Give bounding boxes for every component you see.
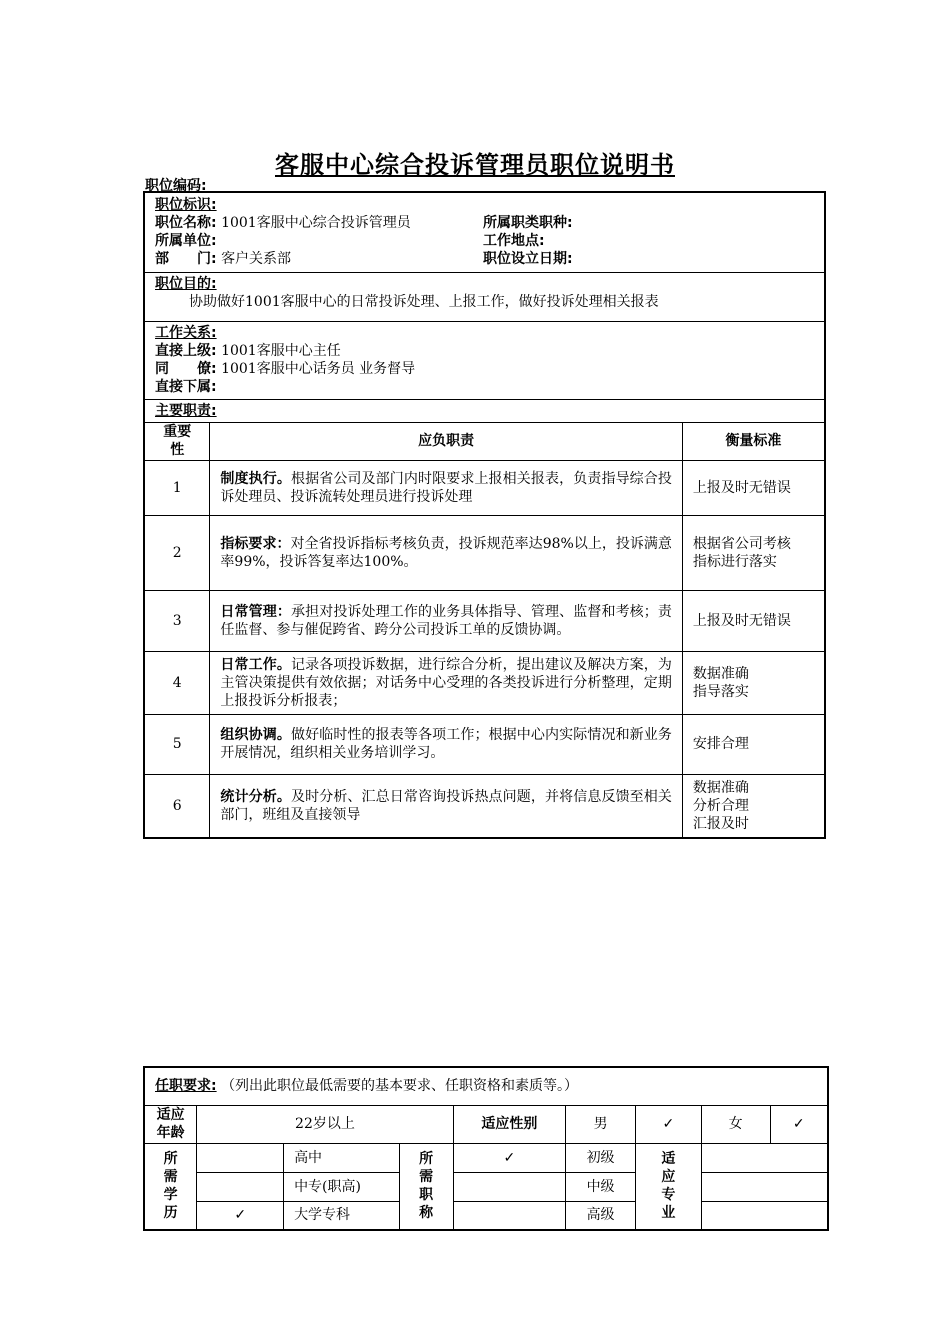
gender-female-check: ✓ bbox=[770, 1105, 828, 1143]
purpose-text: 协助做好1001客服中心的日常投诉处理、上报工作，做好投诉处理相关报表 bbox=[189, 293, 659, 310]
position-id-row bbox=[144, 192, 825, 272]
job-category-label: 所属职类职种: bbox=[483, 215, 573, 232]
gender-male-label: 男 bbox=[566, 1105, 636, 1143]
major-value bbox=[701, 1201, 828, 1230]
duty-description: 日常管理：承担对投诉处理工作的业务具体指导、管理、监督和考核；责任监督、参与催促跨省、跨分公司投诉工单的反馈协调。 bbox=[210, 590, 682, 651]
education-level: 中专(职高) bbox=[284, 1172, 400, 1201]
requirements-table bbox=[143, 1066, 829, 1231]
table-row bbox=[144, 460, 825, 515]
position-code-label: 职位编码: bbox=[145, 178, 207, 194]
education-check: ✓ bbox=[197, 1201, 284, 1230]
id-section-header: 职位标识: bbox=[155, 197, 217, 214]
duty-number: 6 bbox=[144, 774, 210, 838]
column-header-standard: 衡量标准 bbox=[682, 422, 825, 460]
education-row bbox=[144, 1143, 828, 1172]
duty-text: 做好临时性的报表等各项工作；根据中心内实际情况和新业务开展情况，组织相关业务培训学习。 bbox=[220, 727, 672, 761]
job-description-table bbox=[143, 191, 826, 839]
table-row bbox=[144, 590, 825, 651]
peer-value: 1001客服中心话务员 业务督导 bbox=[221, 361, 416, 377]
duty-description: 组织协调。做好临时性的报表等各项工作；根据中心内实际情况和新业务开展情况，组织相关业务培训学习。 bbox=[210, 714, 682, 774]
purpose-header: 职位目的: bbox=[155, 275, 217, 292]
subordinate-label: 直接下属: bbox=[155, 379, 217, 395]
duty-number: 5 bbox=[144, 714, 210, 774]
column-header-importance: 重要性 bbox=[144, 422, 210, 460]
requirements-header-row bbox=[144, 1067, 828, 1105]
gender-male-check: ✓ bbox=[635, 1105, 701, 1143]
superior-value: 1001客服中心主任 bbox=[221, 343, 341, 359]
title-check: ✓ bbox=[453, 1143, 566, 1172]
department-label: 部 门: bbox=[155, 251, 217, 268]
duty-description: 制度执行。根据省公司及部门内时限要求上报相关报表，负责指导综合投诉处理员、投诉流转处理员进行投诉处理 bbox=[210, 460, 682, 515]
peer-label: 同 僚: bbox=[155, 361, 217, 377]
education-level: 大学专科 bbox=[284, 1201, 400, 1230]
duty-text: 及时分析、汇总日常咨询投诉热点问题，并将信息反馈至相关部门，班组及直接领导 bbox=[220, 788, 672, 823]
work-location-label: 工作地点: bbox=[483, 233, 545, 250]
title-level: 高级 bbox=[566, 1201, 636, 1230]
duty-number: 4 bbox=[144, 651, 210, 714]
duty-standard: 数据准确 分析合理 汇报及时 bbox=[682, 774, 825, 838]
duty-standard: 上报及时无错误 bbox=[682, 460, 825, 515]
major-value bbox=[701, 1172, 828, 1201]
duty-title: 统计分析 bbox=[220, 788, 277, 805]
purpose-row bbox=[144, 272, 825, 321]
age-value: 22岁以上 bbox=[197, 1105, 453, 1143]
title-level: 中级 bbox=[566, 1172, 636, 1201]
requirements-header: 任职要求: bbox=[155, 1078, 217, 1095]
duty-number: 1 bbox=[144, 460, 210, 515]
duty-title: 日常工作 bbox=[220, 656, 277, 673]
education-row bbox=[144, 1172, 828, 1201]
gender-label: 适应性别 bbox=[453, 1105, 566, 1143]
title-check bbox=[453, 1201, 566, 1230]
table-row bbox=[144, 714, 825, 774]
title-label: 所 需 职 称 bbox=[399, 1143, 453, 1230]
duties-column-header-row bbox=[144, 422, 825, 460]
superior-label: 直接上级: bbox=[155, 343, 217, 359]
duty-title: 指标要求 bbox=[220, 535, 277, 552]
duties-header: 主要职责: bbox=[155, 402, 217, 419]
duty-description: 统计分析。及时分析、汇总日常咨询投诉热点问题，并将信息反馈至相关部门，班组及直接领导 bbox=[210, 774, 682, 838]
duty-standard: 安排合理 bbox=[682, 714, 825, 774]
major-label: 适 应 专 业 bbox=[635, 1143, 701, 1230]
duty-title: 制度执行 bbox=[220, 470, 277, 487]
table-row bbox=[144, 774, 825, 838]
title-level: 初级 bbox=[566, 1143, 636, 1172]
education-row bbox=[144, 1201, 828, 1230]
relations-row bbox=[144, 321, 825, 399]
duty-standard: 数据准确 指导落实 bbox=[682, 651, 825, 714]
duty-standard: 上报及时无错误 bbox=[682, 590, 825, 651]
age-gender-row bbox=[144, 1105, 828, 1143]
education-label: 所 需 学 历 bbox=[144, 1143, 197, 1230]
duty-text: 承担对投诉处理工作的业务具体指导、管理、监督和考核；责任监督、参与催促跨省、跨分公司投诉工单的反馈协调。 bbox=[220, 603, 672, 638]
duty-standard: 根据省公司考核 指标进行落实 bbox=[682, 515, 825, 590]
duty-text: 根据省公司及部门内时限要求上报相关报表，负责指导综合投诉处理员、投诉流转处理员进行投诉处理 bbox=[220, 470, 672, 505]
page-title: 客服中心综合投诉管理员职位说明书 bbox=[275, 151, 675, 179]
unit-label: 所属单位: bbox=[155, 233, 217, 250]
duty-text: 记录各项投诉数据，进行综合分析，提出建议及解决方案，为主管决策提供有效依据；对话务中心受理的各类投诉进行分析整理，定期上报投诉分析报表； bbox=[220, 656, 672, 709]
relations-header: 工作关系: bbox=[155, 325, 217, 341]
age-label: 适应 年龄 bbox=[144, 1105, 197, 1143]
duty-number: 3 bbox=[144, 590, 210, 651]
education-level: 高中 bbox=[284, 1143, 400, 1172]
duty-title: 组织协调 bbox=[220, 727, 277, 743]
duties-header-row bbox=[144, 399, 825, 422]
table-row bbox=[144, 651, 825, 714]
duty-text: 对全省投诉指标考核负责，投诉规范率达98%以上，投诉满意率99%，投诉答复率达100%。 bbox=[220, 535, 672, 570]
title-check bbox=[453, 1172, 566, 1201]
table-row bbox=[144, 515, 825, 590]
department-value: 客户关系部 bbox=[221, 251, 292, 268]
setup-date-label: 职位设立日期: bbox=[483, 251, 573, 268]
duty-title: 日常管理 bbox=[220, 603, 277, 620]
education-check bbox=[197, 1172, 284, 1201]
duty-description: 日常工作。记录各项投诉数据，进行综合分析，提出建议及解决方案，为主管决策提供有效依据；对话务中心受理的各类投诉进行分析整理，定期上报投诉分析报表； bbox=[210, 651, 682, 714]
position-name-value: 1001客服中心综合投诉管理员 bbox=[221, 215, 411, 232]
major-value bbox=[701, 1143, 828, 1172]
gender-female-label: 女 bbox=[701, 1105, 770, 1143]
column-header-duty: 应负职责 bbox=[210, 422, 682, 460]
duty-description: 指标要求：对全省投诉指标考核负责，投诉规范率达98%以上，投诉满意率99%，投诉答复率达100%。 bbox=[210, 515, 682, 590]
duty-number: 2 bbox=[144, 515, 210, 590]
requirements-note: （列出此职位最低需要的基本要求、任职资格和素质等。） bbox=[221, 1078, 579, 1095]
education-check bbox=[197, 1143, 284, 1172]
position-name-label: 职位名称: bbox=[155, 215, 217, 232]
